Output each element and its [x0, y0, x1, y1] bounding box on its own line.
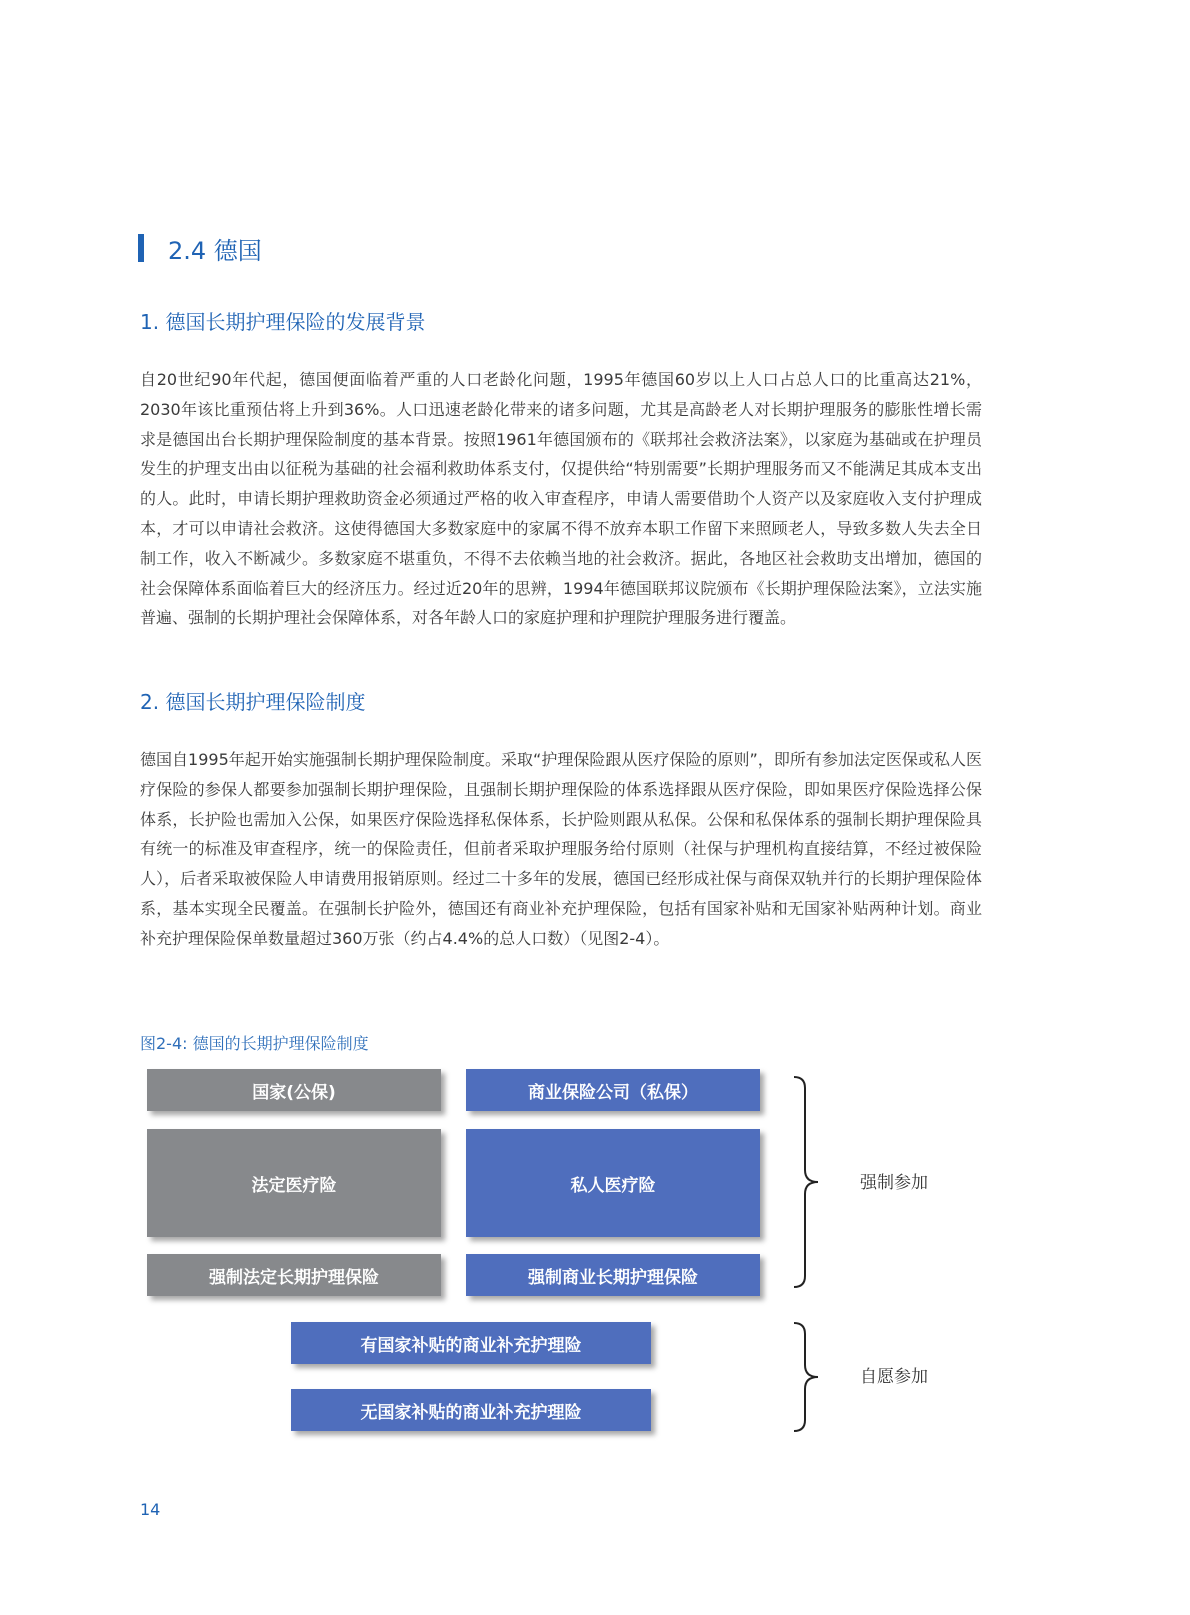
section-title-text: 2.4 德国 [168, 236, 262, 265]
subsection-heading-system: 2. 德国长期护理保险制度 [140, 690, 366, 714]
commercial-ltc-box: 强制商业长期护理保险 [466, 1254, 760, 1296]
voluntary-brace [790, 1320, 830, 1434]
figure-caption: 图2-4: 德国的长期护理保险制度 [140, 1034, 369, 1053]
public-insurer-box: 国家(公保) [147, 1069, 441, 1111]
statutory-ltc-box: 强制法定长期护理保险 [147, 1254, 441, 1296]
subsection-heading-background: 1. 德国长期护理保险的发展背景 [140, 310, 426, 334]
unsubsidized-supplement-box: 无国家补贴的商业补充护理险 [291, 1389, 651, 1431]
private-insurer-box: 商业保险公司（私保） [466, 1069, 760, 1111]
voluntary-label: 自愿参加 [860, 1367, 928, 1387]
mandatory-brace [790, 1074, 830, 1290]
mandatory-label: 强制参加 [860, 1173, 928, 1193]
paragraph-system: 德国自1995年起开始实施强制长期护理保险制度。采取“护理保险跟从医疗保险的原则”，即所有参加法定医保或私人医疗保险的参保人都要参加强制长期护理保险，且强制长期护理保险的体系选择跟从医疗保险，即如果医疗保险选择公保体系，长护险也需加入公保，如果医疗保险选择私保体系，长护险则跟从私保。公保和私保体系的强制长期护理保险具有统一的标准及审查程序，统一的保险责任，但前者采取护理服务给付原则（社保与护理机构直接结算，不经过被保险人），后者采取被保险人申请费用报销原则。经过二十多年的发展，德国已经形成社保与商保双轨并行的长期护理保险体系，基本实现全民覆盖。在强制长护险外，德国还有商业补充护理保险，包括有国家补贴和无国家补贴两种计划。商业补充护理保险保单数量超过360万张（约占4.4%的总人口数）（见图2-4）。 [140, 750, 982, 948]
subsidized-supplement-box: 有国家补贴的商业补充护理险 [291, 1322, 651, 1364]
statutory-medical-box: 法定医疗险 [147, 1129, 441, 1237]
private-medical-box: 私人医疗险 [466, 1129, 760, 1237]
page-number: 14 [140, 1500, 161, 1519]
section-accent-bar [138, 234, 144, 262]
paragraph-background: 自20世纪90年代起，德国便面临着严重的人口老龄化问题，1995年德国60岁以上人口占总人口的比重高达21%，2030年该比重预估将上升到36%。人口迅速老龄化带来的诸多问题，尤其是高龄老人对长期护理服务的膨胀性增长需求是德国出台长期护理保险制度的基本背景。按照1961年德国颁布的《联邦社会救济法案》，以家庭为基础或在护理员发生的护理支出由以征税为基础的社会福利救助体系支付，仅提供给“特别需要”长期护理服务而又不能满足其成本支出的人。此时，申请长期护理救助资金必须通过严格的收入审查程序，申请人需要借助个人资产以及家庭收入支付护理成本，才可以申请社会救济。这使得德国大多数家庭中的家属不得不放弃本职工作留下来照顾老人，导致多数人失去全日制工作，收入不断减少。多数家庭不堪重负，不得不去依赖当地的社会救济。据此，各地区社会救助支出增加，德国的社会保障体系面临着巨大的经济压力。经过近20年的思辨，1994年德国联邦议院颁布《长期护理保险法案》，立法实施普遍、强制的长期护理社会保障体系，对各年龄人口的家庭护理和护理院护理服务进行覆盖。 [140, 370, 982, 628]
section-title [138, 232, 262, 264]
